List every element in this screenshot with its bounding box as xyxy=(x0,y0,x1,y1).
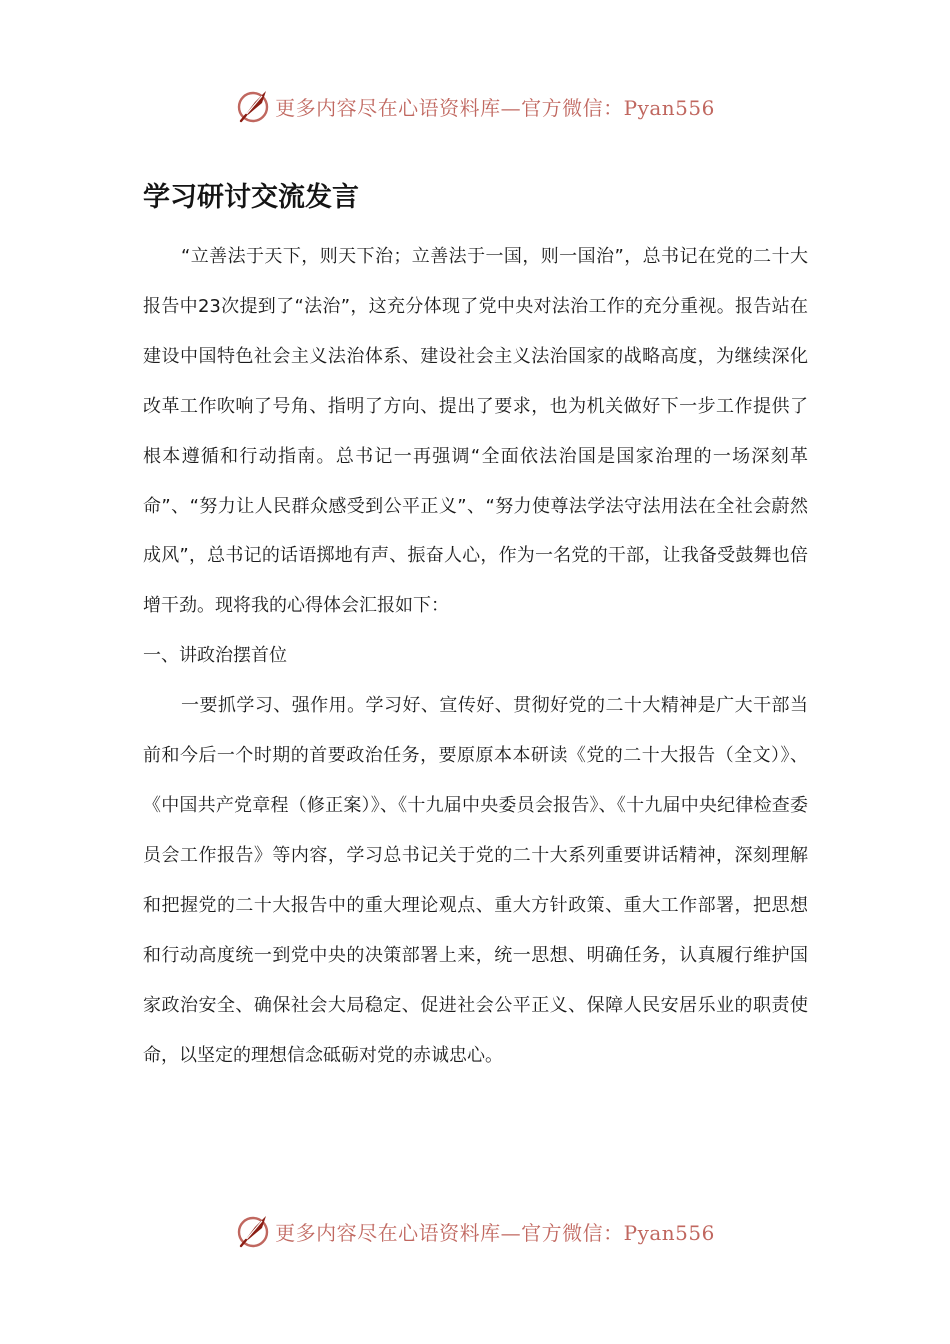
quill-pen-logo-icon xyxy=(235,1213,271,1249)
intro-paragraph: “立善法于天下，则天下治；立善法于一国，则一国治”，总书记在党的二十大报告中23次提到了“法治”，这充分体现了党中央对法治工作的充分重视。报告站在建设中国特色社会主义法治体系、建设社会主义法治国家的战略高度，为继续深化改革工作吹响了号角、指明了方向、提出了要求，也为机关做好下一步工作提供了根本遵循和行动指南。总书记一再强调“全面依法治国是国家治理的一场深刻革命”、“努力让人民群众感受到公平正义”、“努力使尊法学法守法用法在全社会蔚然成风”，总书记的话语掷地有声、振奋人心，作为一名党的干部，让我备受鼓舞也倍增干劲。现将我的心得体会汇报如下： xyxy=(143,246,808,617)
footer-banner xyxy=(0,1211,950,1251)
section-heading: 一、讲政治摆首位 xyxy=(143,645,287,667)
banner-text: 更多内容尽在心语资料库—官方微信：Pyan556 xyxy=(275,95,715,120)
banner-text: 更多内容尽在心语资料库—官方微信：Pyan556 xyxy=(275,1220,715,1245)
document-body xyxy=(143,232,808,1080)
header-banner xyxy=(0,86,950,126)
body-paragraph: 一要抓学习、强作用。学习好、宣传好、贯彻好党的二十大精神是广大干部当前和今后一个时期的首要政治任务，要原原本本研读《党的二十大报告（全文）》、《中国共产党章程（修正案）》、《十九届中央委员会报告》、《十九届中央纪律检查委员会工作报告》等内容，学习总书记关于党的二十大系列重要讲话精神，深刻理解和把握党的二十大报告中的重大理论观点、重大方针政策、重大工作部署，把思想和行动高度统一到党中央的决策部署上来，统一思想、明确任务，认真履行维护国家政治安全、确保社会大局稳定、促进社会公平正义、保障人民安居乐业的职责使命，以坚定的理想信念砥砺对党的赤诚忠心。 xyxy=(143,695,808,1066)
quill-pen-logo-icon xyxy=(235,88,271,124)
document-title: 学习研讨交流发言 xyxy=(143,182,359,213)
